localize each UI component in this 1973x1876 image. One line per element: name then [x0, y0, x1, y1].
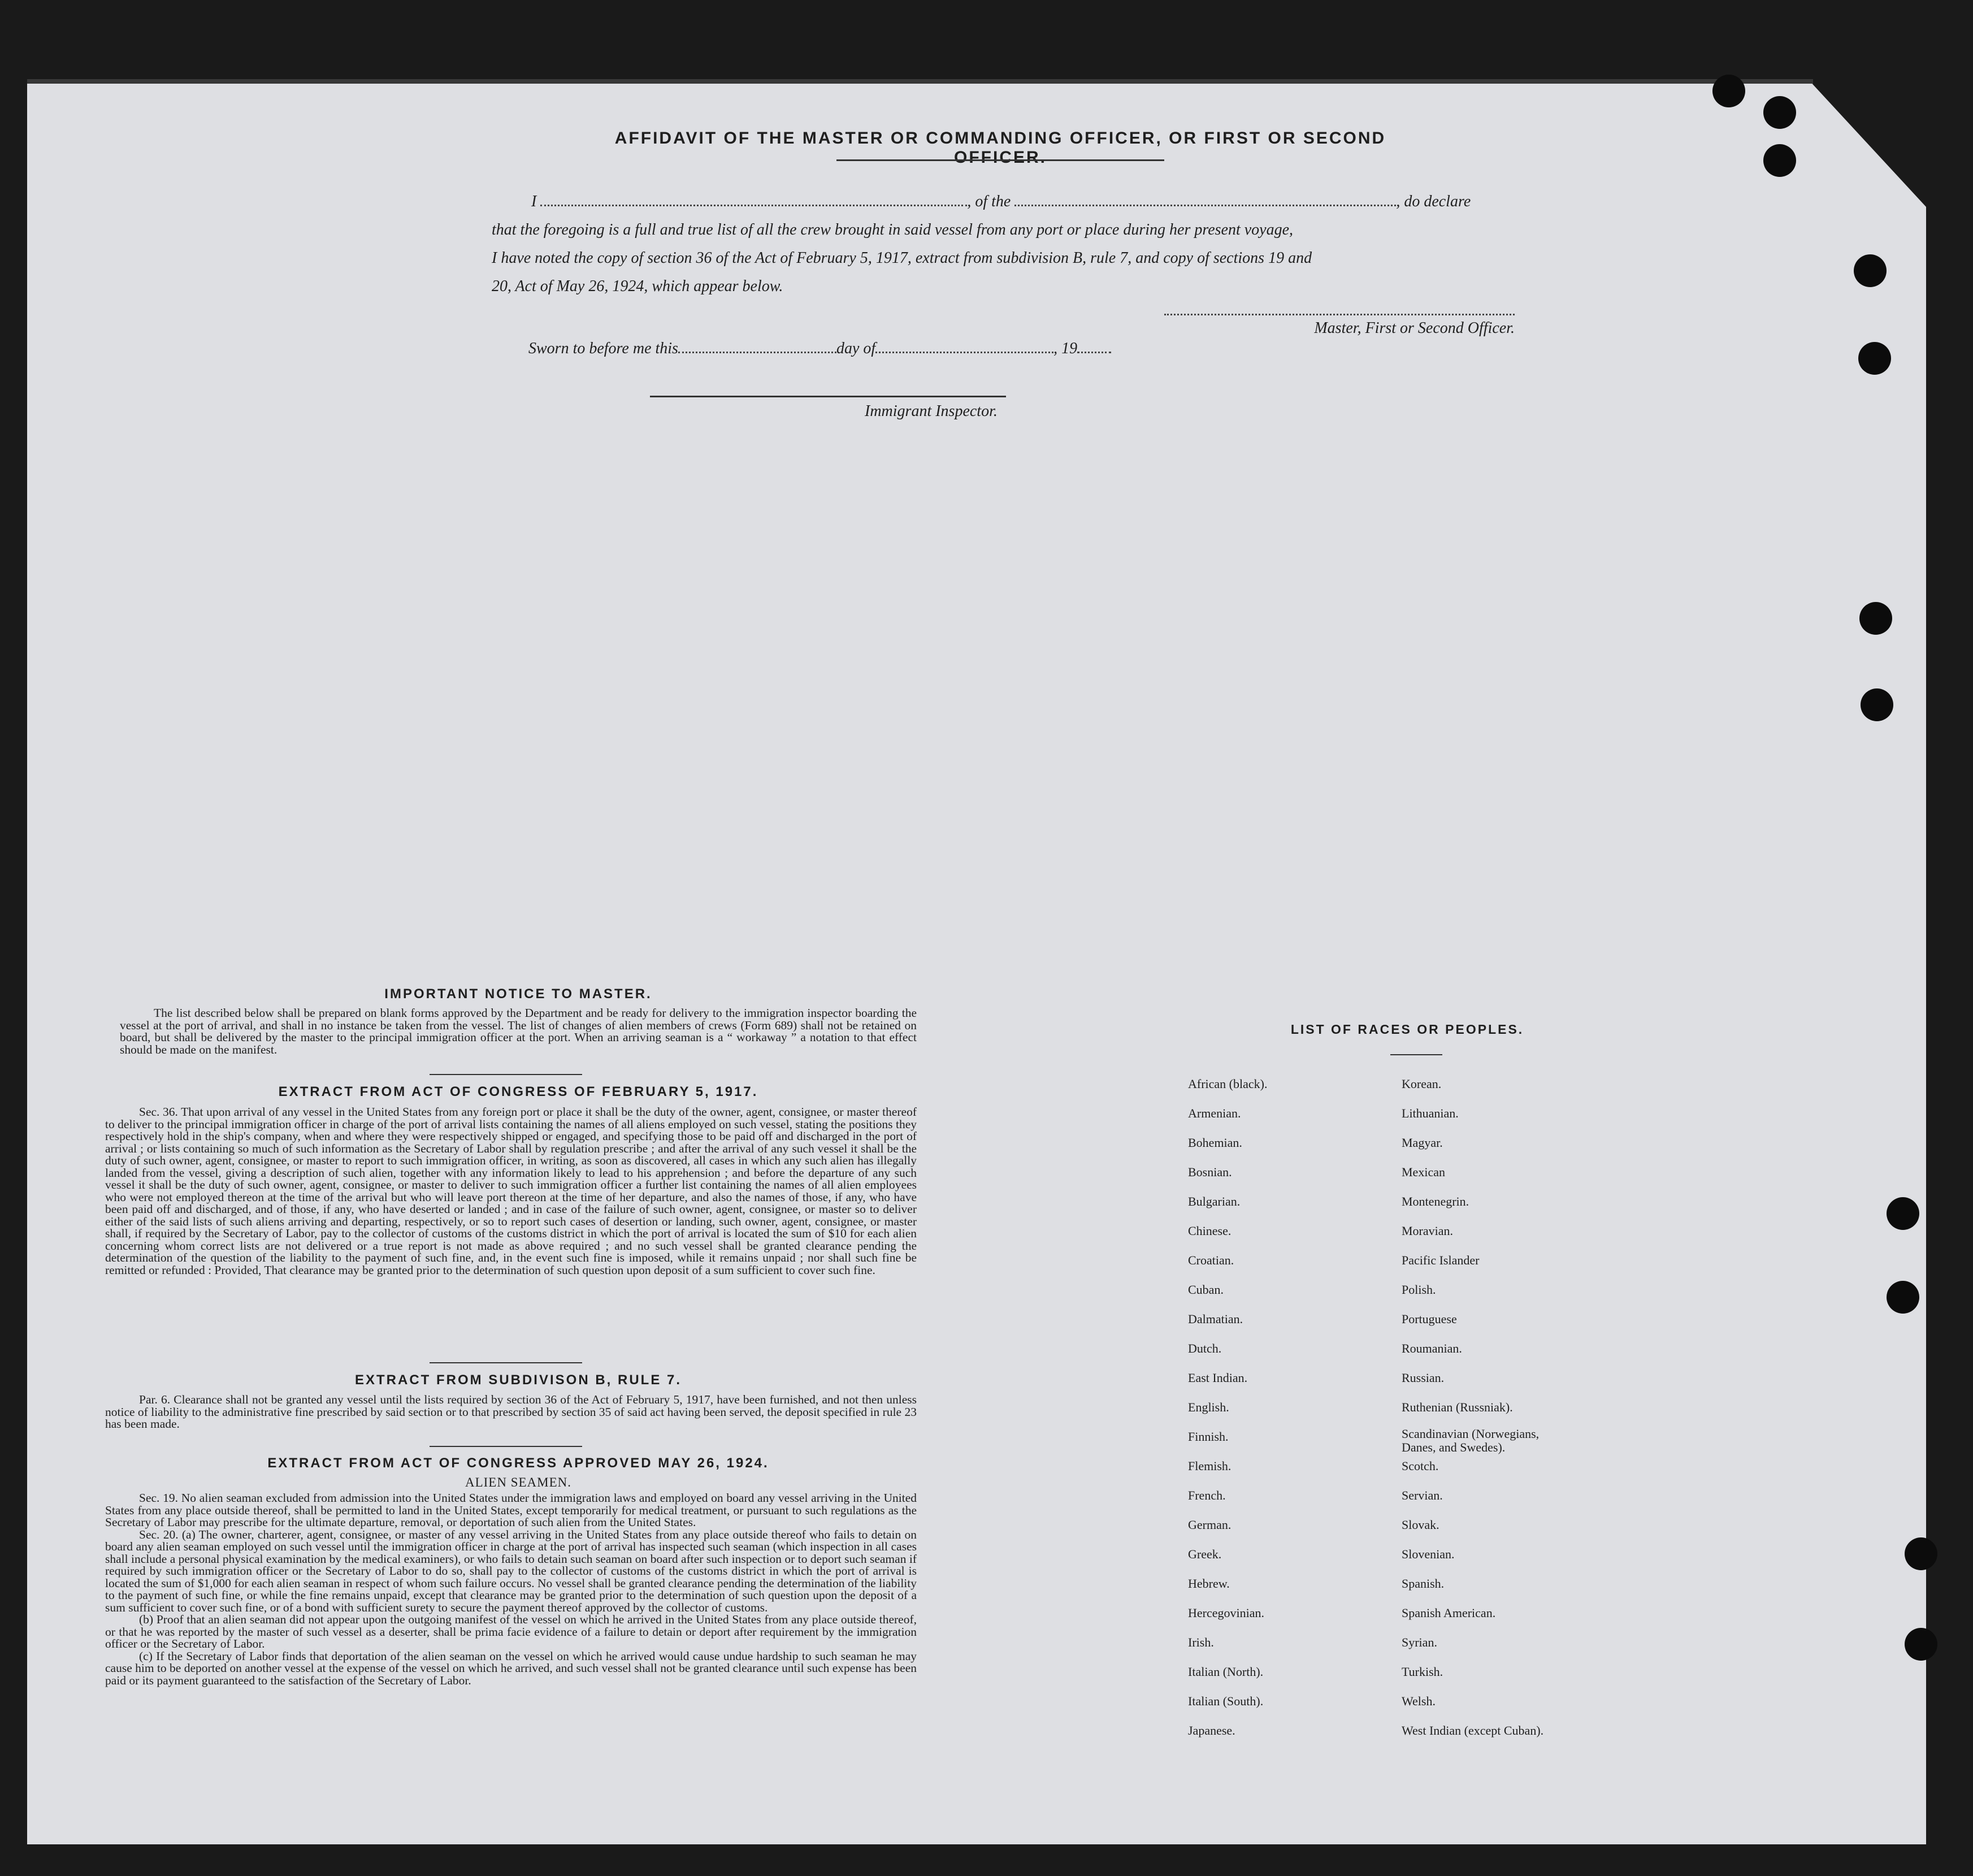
race-item: Portuguese	[1402, 1312, 1457, 1326]
punch-hole	[1905, 1628, 1937, 1661]
do-declare-label: , do declare	[1396, 193, 1471, 210]
notice-title: IMPORTANT NOTICE TO MASTER.	[384, 986, 652, 1002]
vessel-name-field[interactable]	[1014, 192, 1396, 206]
race-item: Magyar.	[1402, 1136, 1443, 1150]
race-item: English.	[1188, 1400, 1229, 1414]
race-item: Moravian.	[1402, 1224, 1454, 1238]
alien-seamen-subtitle: ALIEN SEAMEN.	[465, 1475, 572, 1489]
race-item: East Indian.	[1188, 1371, 1248, 1385]
race-item: German.	[1188, 1518, 1232, 1532]
punch-hole	[1887, 1281, 1919, 1314]
section-20b: (b) Proof that an alien seaman did not appear upon the outgoing manifest of the vessel on which he arrived in the United States from any place outside thereof, or that he was reported by the master of such vessel as a deserter, shall be prima facie evidence of a failure to detain or deport after requirement by the immigration officer or the Secretary of Labor.	[105, 1613, 917, 1650]
of-the-label: , of the	[967, 193, 1011, 210]
sworn-day-of: day of	[836, 340, 876, 357]
races-divider	[1390, 1054, 1442, 1055]
race-item: Cuban.	[1188, 1283, 1224, 1297]
title-divider	[836, 159, 1164, 161]
race-item: Irish.	[1188, 1635, 1214, 1649]
declaration-line-2: that the foregoing is a full and true list of all the crew brought in said vessel from any port or place during her present voyage,	[492, 221, 1294, 239]
race-item: Montenegrin.	[1402, 1194, 1469, 1208]
declaration-line-1	[492, 188, 1515, 216]
races-title: LIST OF RACES OR PEOPLES.	[1290, 1022, 1524, 1037]
punch-hole	[1854, 254, 1887, 287]
race-item: Syrian.	[1402, 1635, 1437, 1649]
race-item: Mexican	[1402, 1165, 1445, 1179]
sworn-prefix: Sworn to before me this	[528, 340, 678, 357]
master-signature-line[interactable]	[1164, 314, 1515, 315]
race-item: Hebrew.	[1188, 1576, 1230, 1591]
extract-rule7-title: EXTRACT FROM SUBDIVISON B, RULE 7.	[354, 1372, 682, 1388]
race-item: Pacific Islander	[1402, 1253, 1480, 1267]
divider-3	[430, 1446, 582, 1447]
punch-hole	[1905, 1537, 1937, 1570]
declarant-name-field[interactable]	[540, 192, 967, 206]
declaration-line-3: I have noted the copy of section 36 of the Act of February 5, 1917, extract from subdivision B, rule 7, and copy of sections 19 and	[492, 249, 1312, 267]
section-19: Sec. 19. No alien seaman excluded from admission into the United States under the immigration laws and employed on board any vessel arriving in the United States from any place outside thereof, shall be permitted to land in the United States, except temporarily for medical treatment, or pursuant to such regulations as the Secretary of Labor may prescribe for the ultimate departure, removal, or deportation of such alien from the United States.	[105, 1491, 917, 1529]
race-item: Servian.	[1402, 1488, 1443, 1502]
race-item: Polish.	[1402, 1283, 1436, 1297]
race-item: Slovenian.	[1402, 1547, 1455, 1561]
race-item: Chinese.	[1188, 1224, 1232, 1238]
race-item: Hercegovinian.	[1188, 1606, 1264, 1620]
punch-hole	[1887, 1197, 1919, 1230]
sworn-year-label: , 19	[1053, 340, 1078, 357]
race-item: Bohemian.	[1188, 1136, 1242, 1150]
race-item: Roumanian.	[1402, 1341, 1462, 1355]
race-item: Ruthenian (Russniak).	[1402, 1400, 1513, 1414]
punch-hole	[1763, 144, 1796, 177]
extract-1917-title: EXTRACT FROM ACT OF CONGRESS OF FEBRUARY 5, 1917.	[278, 1084, 758, 1099]
affidavit-title: AFFIDAVIT OF THE MASTER OR COMMANDING OFFICER, OR FIRST OR SECOND OFFICER.	[614, 129, 1386, 167]
race-item: Russian.	[1402, 1371, 1445, 1385]
section-20a: Sec. 20. (a) The owner, charterer, agent, consignee, or master of any vessel arriving in the United States from any place outside thereof who fails to detain on board any alien seaman employed on such vessel until the immigration officer in charge at the port of arrival has inspected such seaman (which inspection in all cases shall include a personal physical examination by the medical examiners), or who fails to detain such seaman on board after such inspection or to deport such seaman if required by such immigration officer or the Secretary of Labor to do so, shall pay to the collector of customs of the customs district in which the port of arrival is located the sum of $1,000 for each alien seaman in respect of whom such failure occurs. No vessel shall be granted clearance pending the determination of the liability to the payment of such fine, or while the fine remains unpaid, except that clearance may be granted prior to the determination of such question upon the deposit of a sum sufficient to cover such fine, or of a bond with sufficient surety to secure the payment thereof approved by the collector of customs.	[105, 1527, 917, 1614]
race-item: African (black).	[1188, 1077, 1268, 1091]
declarant-label: I	[531, 193, 537, 210]
punch-hole	[1763, 96, 1796, 129]
section-20c: (c) If the Secretary of Labor finds that deportation of the alien seaman on the vessel on which he arrived would cause undue hardship to such seaman he may cause him to be deported on another vessel at the expense of the vessel on which he arrived, and such vessel shall not be granted clearance until such expense has been paid or its payment guaranteed to the satisfaction of the Secretary of Labor.	[105, 1649, 917, 1687]
race-item: Spanish American.	[1402, 1606, 1496, 1620]
race-item: Japanese.	[1188, 1723, 1235, 1738]
race-item: West Indian (except Cuban).	[1402, 1723, 1544, 1738]
sworn-month-field[interactable]	[875, 339, 1053, 353]
race-item: Flemish.	[1188, 1459, 1232, 1473]
race-item: Greek.	[1188, 1547, 1222, 1561]
sworn-year-field[interactable]	[1077, 339, 1111, 353]
punch-hole	[1861, 688, 1893, 721]
race-item: Turkish.	[1402, 1665, 1443, 1679]
race-item: Finnish.	[1188, 1429, 1229, 1444]
race-item: Welsh.	[1402, 1694, 1436, 1708]
affidavit-declaration	[492, 188, 1515, 301]
punch-hole	[1859, 602, 1892, 635]
notice-body: The list described below shall be prepared on blank forms approved by the Department and be ready for delivery to the immigration inspector boarding the vessel at the port of arrival, and shall in no instance be taken from the vessel. The list of changes of alien members of crews (Form 689) shall not be retained on board, but shall be delivered by the master to the principal immigration officer at the port. When an arriving seaman is a “ workaway ” a notation to that effect should be made on the manifest.	[120, 1006, 917, 1056]
race-item: Bosnian.	[1188, 1165, 1232, 1179]
race-item: Dutch.	[1188, 1341, 1222, 1355]
race-item: Scandinavian (Norwegians, Danes, and Swedes).	[1402, 1427, 1540, 1454]
extract-1924-body	[105, 1492, 917, 1687]
race-item: French.	[1188, 1488, 1226, 1502]
race-item: Italian (South).	[1188, 1694, 1264, 1708]
race-item: Croatian.	[1188, 1253, 1234, 1267]
declaration-line-4: 20, Act of May 26, 1924, which appear below.	[492, 278, 783, 295]
race-item: Armenian.	[1188, 1106, 1241, 1120]
extract-1924-title: EXTRACT FROM ACT OF CONGRESS APPROVED MAY 26, 1924.	[267, 1455, 769, 1471]
divider-1	[430, 1074, 582, 1075]
extract-1917-body: Sec. 36. That upon arrival of any vessel in the United States from any foreign port or place it shall be the duty of the owner, agent, consignee, or master thereof to deliver to the principal immigration officer in charge of the port of arrival lists containing the names of all aliens employed on such vessel, stating the positions they respectively hold in the ship's company, when and where they were respectively shipped or engaged, and specifying those to be paid off and discharged in the port of arrival ; or lists containing so much of such information as the Secretary of Labor shall by regulation prescribe ; and after the arrival of any such vessel it shall be the duty of such owner, agent, consignee, or master to report to such immigration officer, in writing, as soon as discovered, all cases in which any such alien has illegally landed from the vessel, giving a description of such alien, together with any information likely to lead to his apprehension ; and before the departure of any such vessel it shall be the duty of such owner, agent, consignee, or master to deliver to such immigration officer a further list containing the names of all alien employees who were not employed thereon at the time of the arrival but who will leave port thereon at the time of her departure, and also the names of those, if any, who have been paid off and discharged, and of those, if any, who have deserted or landed ; and in case of the failure of such owner, agent, consignee, or master so to deliver either of the said lists of such aliens arriving and departing, respectively, or so to report such cases of desertion or landing, such owner, agent, consignee, or master shall, if required by the Secretary of Labor, pay to the collector of customs of the customs district in which the port of arrival is located the sum of $10 for each alien concerning whom correct lists are not delivered or a true report is not made as above required ; and no such vessel shall be granted clearance pending the determination of the question of the liability to the payment of such fine, and, in the event such fine is imposed, while it remains unpaid ; nor shall such fine be remitted or refunded : Provided, That clearance may be granted prior to the determination of such question upon deposit of a sum sufficient to cover such fine.	[105, 1105, 917, 1277]
race-item: Bulgarian.	[1188, 1194, 1241, 1208]
extract-rule7-body: Par. 6. Clearance shall not be granted any vessel until the lists required by section 36 of the Act of February 5, 1917, have been furnished, and not then unless notice of liability to the administrative fine prescribed by said section or to that prescribed by section 35 of said act having been served, the deposit specified in rule 23 has been made.	[105, 1393, 917, 1431]
inspector-signature-line[interactable]	[650, 396, 1006, 397]
race-item: Korean.	[1402, 1077, 1442, 1091]
race-item: Dalmatian.	[1188, 1312, 1243, 1326]
race-item: Slovak.	[1402, 1518, 1439, 1532]
divider-2	[430, 1362, 582, 1363]
race-item: Lithuanian.	[1402, 1106, 1459, 1120]
race-item: Scotch.	[1402, 1459, 1439, 1473]
inspector-signature-label: Immigrant Inspector.	[865, 402, 998, 420]
sworn-statement	[528, 339, 1111, 358]
sworn-day-field[interactable]	[678, 339, 836, 353]
punch-hole	[1712, 75, 1745, 107]
master-signature-label: Master, First or Second Officer.	[1314, 319, 1515, 337]
punch-hole	[1858, 342, 1891, 375]
race-item: Spanish.	[1402, 1576, 1445, 1591]
race-item: Italian (North).	[1188, 1665, 1264, 1679]
